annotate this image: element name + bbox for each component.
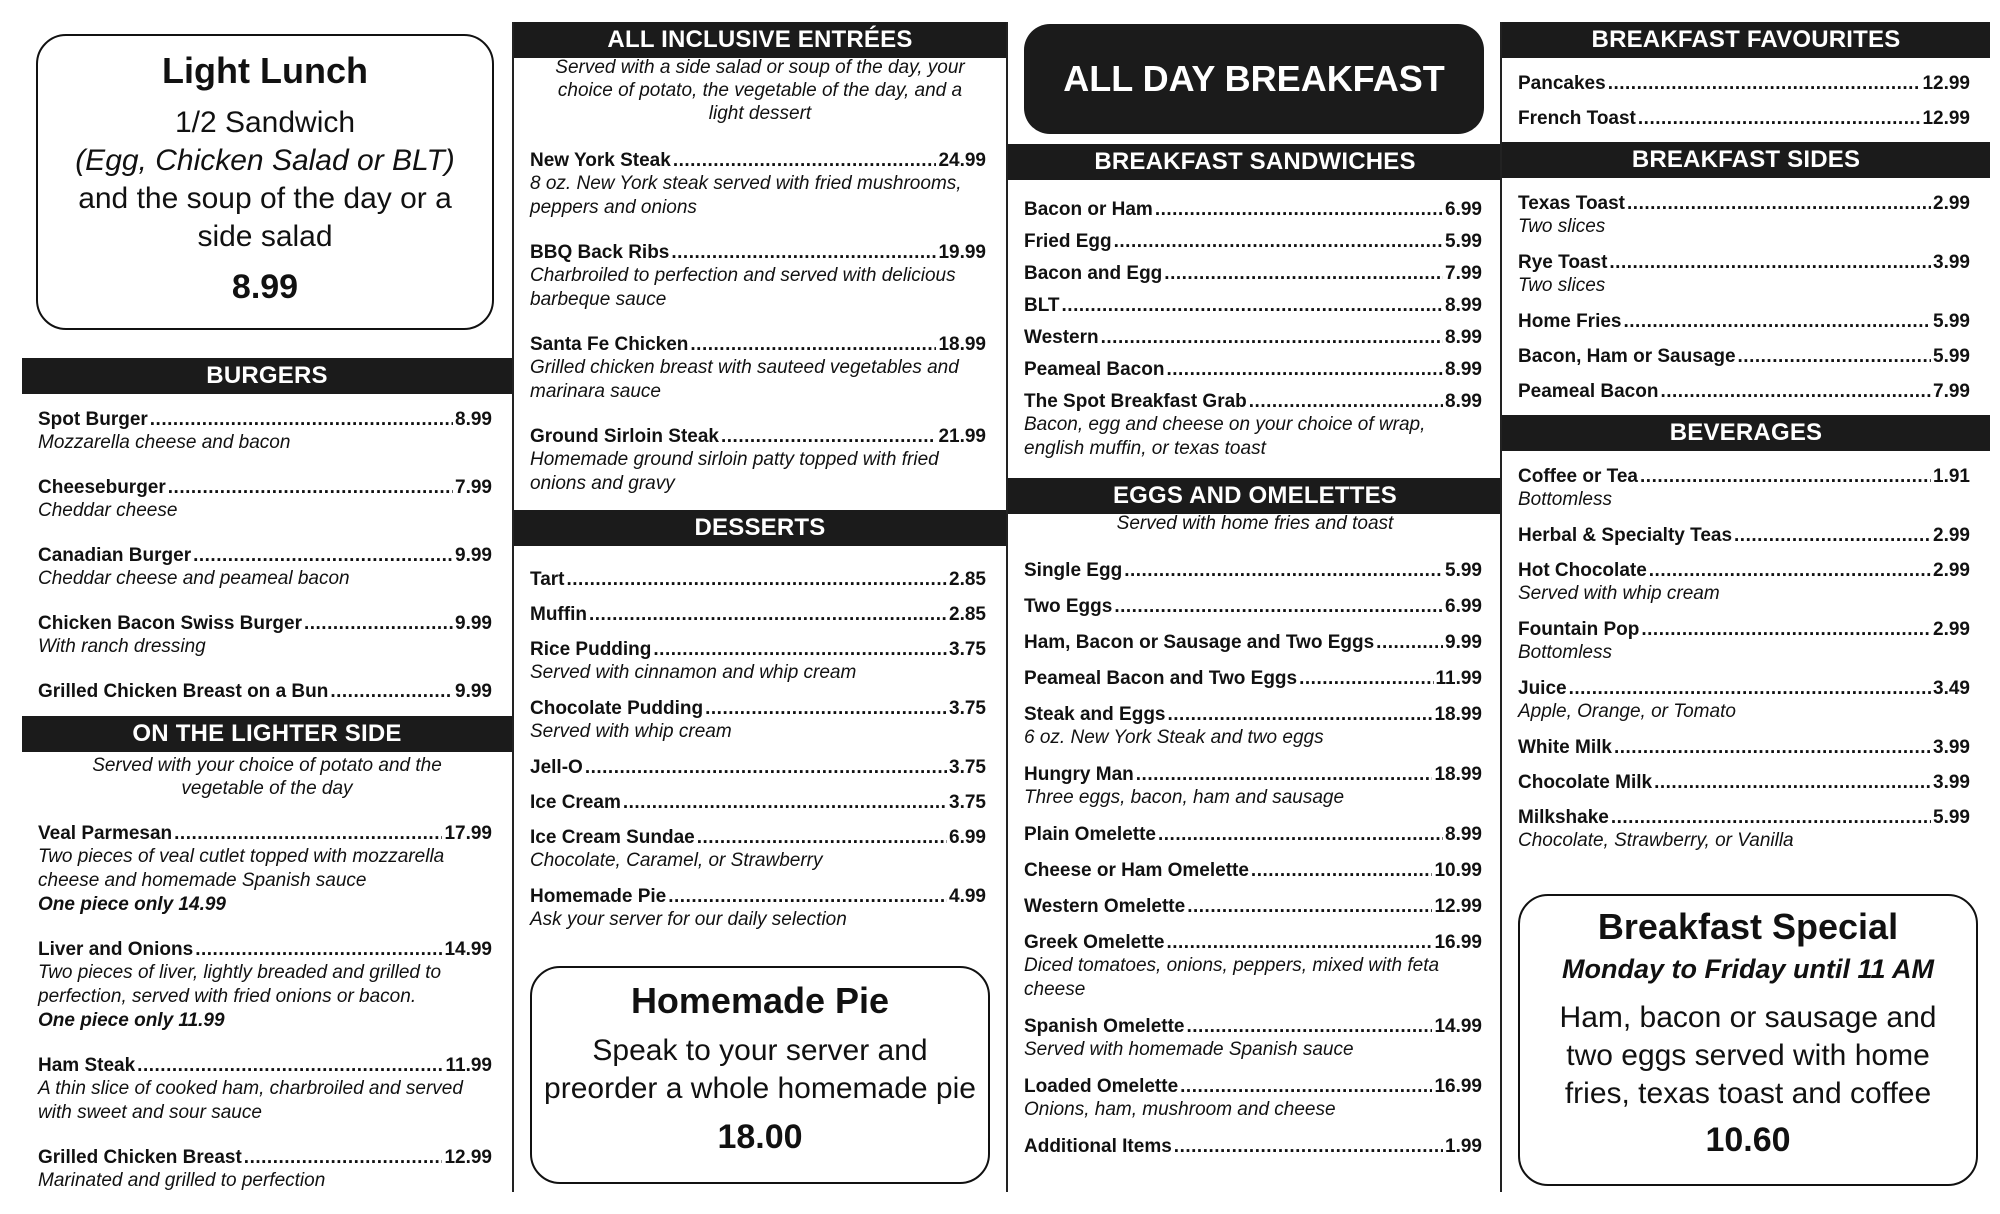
column-3 bbox=[1006, 22, 1500, 1192]
item-desc: Cheddar cheese bbox=[38, 500, 178, 521]
menu-item bbox=[514, 826, 1006, 873]
item-desc: Two pieces of veal cutlet topped with mozzarella bbox=[38, 846, 445, 867]
item-desc: Three eggs, bacon, ham and sausage bbox=[1024, 787, 1345, 808]
menu-item bbox=[1502, 251, 1990, 298]
menu-item bbox=[1502, 107, 1990, 130]
breakfast-special-title: Breakfast Special bbox=[1597, 906, 1899, 947]
item-name: Jell-O bbox=[530, 757, 583, 778]
item-price: 12.99 bbox=[444, 1147, 492, 1168]
menu-item bbox=[1502, 380, 1990, 403]
item-price: 3.99 bbox=[1933, 252, 1970, 273]
item-price: 12.99 bbox=[1922, 73, 1970, 94]
menu-item bbox=[1008, 931, 1502, 1002]
item-desc: Chocolate, Caramel, or Strawberry bbox=[530, 850, 823, 871]
item-name: Two Eggs bbox=[1024, 596, 1113, 617]
light-lunch-box bbox=[36, 34, 494, 330]
item-name: Hot Chocolate bbox=[1518, 560, 1647, 581]
menu-item bbox=[1502, 806, 1990, 853]
burgers-section bbox=[22, 358, 512, 724]
item-name: Home Fries bbox=[1518, 311, 1622, 332]
item-name: Loaded Omelette bbox=[1024, 1076, 1179, 1097]
item-desc: Served with homemade Spanish sauce bbox=[1024, 1039, 1354, 1060]
menu-item bbox=[1502, 310, 1990, 333]
item-name: Ham Steak bbox=[38, 1055, 136, 1076]
item-desc: Homemade ground sirloin patty topped with fried bbox=[530, 449, 939, 470]
light-lunch-line: and the soup of the day or a bbox=[78, 182, 452, 215]
item-price: 19.99 bbox=[938, 242, 986, 263]
item-price: 5.99 bbox=[1445, 231, 1482, 252]
homemade-pie-box bbox=[530, 966, 990, 1184]
item-name: Ground Sirloin Steak bbox=[530, 426, 719, 447]
item-price: 1.99 bbox=[1445, 1136, 1482, 1157]
item-desc: Apple, Orange, or Tomato bbox=[1518, 701, 1736, 722]
item-price: 9.99 bbox=[1445, 632, 1482, 653]
item-price: 9.99 bbox=[455, 613, 492, 634]
breakfast-special-line: fries, texas toast and coffee bbox=[1564, 1077, 1932, 1110]
item-price: 17.99 bbox=[444, 823, 492, 844]
lighter-side-header: ON THE LIGHTER SIDE bbox=[22, 716, 512, 752]
homemade-pie-line: Speak to your server and bbox=[592, 1034, 928, 1067]
item-name: Coffee or Tea bbox=[1518, 466, 1639, 487]
item-desc: cheese bbox=[1024, 979, 1086, 1000]
item-price: 18.99 bbox=[938, 334, 986, 355]
menu-item bbox=[1502, 677, 1990, 724]
item-name: Canadian Burger bbox=[38, 545, 192, 566]
menu-item bbox=[1008, 198, 1502, 221]
favourites-header: BREAKFAST FAVOURITES bbox=[1502, 22, 1990, 58]
breakfast-special-box bbox=[1518, 894, 1978, 1186]
eggs-header: EGGS AND OMELETTES bbox=[1008, 478, 1502, 514]
item-note: One piece only 14.99 bbox=[38, 894, 226, 915]
item-name: Plain Omelette bbox=[1024, 824, 1156, 845]
menu-item bbox=[514, 425, 1006, 496]
homemade-pie-line: preorder a whole homemade pie bbox=[544, 1072, 976, 1105]
item-price: 5.99 bbox=[1445, 560, 1482, 581]
item-price: 2.99 bbox=[1933, 619, 1970, 640]
item-price: 16.99 bbox=[1434, 1076, 1482, 1097]
item-price: 4.99 bbox=[949, 886, 986, 907]
light-lunch-line: 1/2 Sandwich bbox=[174, 106, 356, 139]
menu-item bbox=[22, 408, 512, 455]
menu-item bbox=[514, 568, 1006, 591]
item-price: 11.99 bbox=[445, 1055, 492, 1076]
item-price: 18.99 bbox=[1434, 704, 1482, 725]
column-4 bbox=[1500, 22, 1990, 1192]
beverages-header: BEVERAGES bbox=[1502, 415, 1990, 451]
item-name: Single Egg bbox=[1024, 560, 1123, 581]
item-price: 8.99 bbox=[1445, 327, 1482, 348]
item-name: Juice bbox=[1518, 678, 1567, 699]
menu-item bbox=[514, 638, 1006, 685]
item-price: 3.75 bbox=[949, 792, 986, 813]
item-name: Muffin bbox=[530, 604, 587, 625]
menu-item bbox=[514, 791, 1006, 814]
menu-item bbox=[22, 1054, 512, 1125]
item-desc: Charbroiled to perfection and served with delicious bbox=[530, 265, 956, 286]
lighter-side-subtitle: vegetable of the day bbox=[181, 778, 353, 799]
item-desc: Two pieces of liver, lightly breaded and grilled to bbox=[38, 962, 442, 983]
menu-item bbox=[1008, 703, 1502, 750]
item-price: 9.99 bbox=[455, 545, 492, 566]
light-lunch-line: (Egg, Chicken Salad or BLT) bbox=[75, 144, 455, 177]
light-lunch-price: 8.99 bbox=[231, 268, 299, 306]
menu-item bbox=[22, 544, 512, 591]
menu-item bbox=[514, 603, 1006, 626]
menu-item bbox=[1008, 895, 1502, 918]
item-desc: Ask your server for our daily selection bbox=[530, 909, 847, 930]
menu-item bbox=[1008, 1075, 1502, 1122]
breakfast-special-line: two eggs served with home bbox=[1566, 1039, 1930, 1072]
item-name: Bacon, Ham or Sausage bbox=[1518, 346, 1736, 367]
menu-item bbox=[1008, 823, 1502, 846]
item-price: 8.99 bbox=[1445, 295, 1482, 316]
item-desc: with sweet and sour sauce bbox=[38, 1102, 262, 1123]
item-name: Peameal Bacon bbox=[1024, 359, 1165, 380]
homemade-pie-title: Homemade Pie bbox=[630, 980, 890, 1021]
item-desc: Two slices bbox=[1518, 216, 1606, 237]
item-desc: Served with whip cream bbox=[1518, 583, 1720, 604]
desserts-header: DESSERTS bbox=[514, 510, 1006, 546]
menu-item bbox=[1008, 1135, 1502, 1158]
item-price: 21.99 bbox=[938, 426, 986, 447]
item-name: Texas Toast bbox=[1518, 193, 1626, 214]
item-name: Chicken Bacon Swiss Burger bbox=[38, 613, 302, 634]
item-price: 16.99 bbox=[1434, 932, 1482, 953]
light-lunch-line: side salad bbox=[197, 220, 333, 253]
menu-item bbox=[514, 756, 1006, 779]
item-price: 11.99 bbox=[1435, 668, 1482, 689]
item-price: 9.99 bbox=[455, 681, 492, 702]
menu-item bbox=[1008, 262, 1502, 285]
menu-item bbox=[1008, 559, 1502, 582]
item-desc: 8 oz. New York steak served with fried mushrooms, bbox=[530, 173, 962, 194]
item-name: Hungry Man bbox=[1024, 764, 1134, 785]
entrees-header: ALL INCLUSIVE ENTRÉES bbox=[514, 22, 1006, 58]
eggs-subtitle: Served with home fries and toast bbox=[1116, 513, 1394, 534]
item-price: 3.49 bbox=[1933, 678, 1970, 699]
item-name: Rye Toast bbox=[1518, 252, 1608, 273]
item-desc: Diced tomatoes, onions, peppers, mixed with feta bbox=[1024, 955, 1440, 976]
column-2 bbox=[512, 22, 1006, 1192]
menu-item bbox=[1502, 465, 1990, 512]
item-price: 5.99 bbox=[1933, 311, 1970, 332]
menu-item bbox=[514, 241, 1006, 312]
item-name: Liver and Onions bbox=[38, 939, 194, 960]
menu-item bbox=[514, 333, 1006, 404]
item-desc: Served with cinnamon and whip cream bbox=[530, 662, 857, 683]
item-price: 6.99 bbox=[949, 827, 986, 848]
item-price: 2.99 bbox=[1933, 525, 1970, 546]
item-desc: english muffin, or texas toast bbox=[1024, 438, 1266, 459]
item-desc: With ranch dressing bbox=[38, 636, 206, 657]
item-price: 3.99 bbox=[1933, 737, 1970, 758]
item-price: 2.85 bbox=[949, 569, 986, 590]
menu-item bbox=[514, 149, 1006, 220]
item-desc: Onions, ham, mushroom and cheese bbox=[1024, 1099, 1336, 1120]
menu-item bbox=[1502, 559, 1990, 606]
entrees-subtitle: choice of potato, the vegetable of the day, and a bbox=[557, 80, 963, 101]
column-1 bbox=[22, 22, 512, 1192]
item-price: 5.99 bbox=[1933, 346, 1970, 367]
item-name: Cheese or Ham Omelette bbox=[1024, 860, 1249, 881]
item-desc: Grilled chicken breast with sauteed vegetables and bbox=[530, 357, 959, 378]
item-price: 3.75 bbox=[949, 639, 986, 660]
item-desc: Bottomless bbox=[1518, 642, 1612, 663]
item-price: 2.85 bbox=[949, 604, 986, 625]
item-price: 2.99 bbox=[1933, 560, 1970, 581]
item-name: BBQ Back Ribs bbox=[530, 242, 670, 263]
menu-item bbox=[22, 938, 512, 1033]
item-name: Additional Items bbox=[1024, 1136, 1172, 1157]
menu-item bbox=[1502, 72, 1990, 95]
menu-item bbox=[22, 822, 512, 917]
item-name: White Milk bbox=[1518, 737, 1612, 758]
lighter-side-subtitle: Served with your choice of potato and the bbox=[92, 755, 442, 776]
item-note: One piece only 11.99 bbox=[38, 1010, 225, 1031]
item-name: Veal Parmesan bbox=[38, 823, 173, 844]
item-desc: cheese and homemade Spanish sauce bbox=[38, 870, 367, 891]
item-price: 1.91 bbox=[1933, 466, 1970, 487]
all-day-breakfast-banner: ALL DAY BREAKFAST bbox=[1024, 24, 1484, 134]
item-name: Chocolate Pudding bbox=[530, 698, 704, 719]
item-price: 3.75 bbox=[949, 698, 986, 719]
menu-item bbox=[1008, 631, 1502, 654]
item-price: 14.99 bbox=[444, 939, 492, 960]
eggs-section bbox=[1008, 478, 1502, 1171]
item-desc: Cheddar cheese and peameal bacon bbox=[38, 568, 350, 589]
item-name: Rice Pudding bbox=[530, 639, 652, 660]
item-name: Homemade Pie bbox=[530, 886, 667, 907]
menu-item bbox=[1502, 192, 1990, 239]
item-price: 3.99 bbox=[1933, 772, 1970, 793]
breakfast-sandwiches-section bbox=[1008, 144, 1502, 470]
item-name: Ham, Bacon or Sausage and Two Eggs bbox=[1024, 632, 1375, 653]
menu-item bbox=[1008, 667, 1502, 690]
item-name: Santa Fe Chicken bbox=[530, 334, 689, 355]
item-desc: 6 oz. New York Steak and two eggs bbox=[1024, 727, 1324, 748]
item-desc: Marinated and grilled to perfection bbox=[38, 1170, 326, 1191]
item-price: 7.99 bbox=[455, 477, 492, 498]
menu-item bbox=[1502, 771, 1990, 794]
menu-item bbox=[514, 697, 1006, 744]
item-price: 7.99 bbox=[1445, 263, 1482, 284]
entrees-subtitle: light dessert bbox=[708, 103, 812, 124]
item-name: Greek Omelette bbox=[1024, 932, 1165, 953]
item-price: 12.99 bbox=[1434, 896, 1482, 917]
item-name: Ice Cream bbox=[530, 792, 621, 813]
breakfast-sandwiches-header: BREAKFAST SANDWICHES bbox=[1008, 144, 1502, 180]
item-name: Spot Burger bbox=[38, 409, 148, 430]
item-name: Tart bbox=[530, 569, 565, 590]
item-desc: Mozzarella cheese and bacon bbox=[38, 432, 291, 453]
menu-item bbox=[1008, 859, 1502, 882]
light-lunch-title: Light Lunch bbox=[162, 50, 368, 91]
item-name: Bacon or Ham bbox=[1024, 199, 1153, 220]
item-name: Fried Egg bbox=[1024, 231, 1112, 252]
menu-item bbox=[1502, 618, 1990, 665]
homemade-pie-price: 18.00 bbox=[717, 1118, 803, 1156]
item-price: 14.99 bbox=[1434, 1016, 1482, 1037]
item-name: Peameal Bacon and Two Eggs bbox=[1024, 668, 1298, 689]
item-name: Peameal Bacon bbox=[1518, 381, 1659, 402]
item-name: Grilled Chicken Breast bbox=[38, 1147, 242, 1168]
menu-item bbox=[1008, 390, 1502, 461]
item-price: 8.99 bbox=[1445, 359, 1482, 380]
item-name: Chocolate Milk bbox=[1518, 772, 1653, 793]
menu-item bbox=[1008, 326, 1502, 349]
item-name: Steak and Eggs bbox=[1024, 704, 1166, 725]
item-price: 5.99 bbox=[1933, 807, 1970, 828]
item-desc: marinara sauce bbox=[530, 381, 661, 402]
item-name: Western Omelette bbox=[1024, 896, 1186, 917]
menu-item bbox=[1008, 294, 1502, 317]
menu-item bbox=[22, 612, 512, 659]
item-name: Pancakes bbox=[1518, 73, 1606, 94]
breakfast-special-price: 10.60 bbox=[1705, 1121, 1791, 1159]
item-price: 8.99 bbox=[455, 409, 492, 430]
item-name: New York Steak bbox=[530, 150, 671, 171]
item-desc: onions and gravy bbox=[530, 473, 675, 494]
item-desc: Chocolate, Strawberry, or Vanilla bbox=[1518, 830, 1794, 851]
item-desc: Served with whip cream bbox=[530, 721, 732, 742]
item-name: The Spot Breakfast Grab bbox=[1024, 391, 1247, 412]
item-desc: Two slices bbox=[1518, 275, 1606, 296]
item-price: 8.99 bbox=[1445, 391, 1482, 412]
item-name: Cheeseburger bbox=[38, 477, 166, 498]
item-desc: Bottomless bbox=[1518, 489, 1612, 510]
item-price: 8.99 bbox=[1445, 824, 1482, 845]
burgers-header: BURGERS bbox=[22, 358, 512, 394]
item-desc: Bacon, egg and cheese on your choice of wrap, bbox=[1024, 414, 1426, 435]
menu-item bbox=[22, 1146, 512, 1193]
menu-item bbox=[1502, 345, 1990, 368]
breakfast-special-subtitle: Monday to Friday until 11 AM bbox=[1561, 954, 1934, 984]
item-price: 2.99 bbox=[1933, 193, 1970, 214]
item-desc: peppers and onions bbox=[530, 197, 697, 218]
item-price: 6.99 bbox=[1445, 596, 1482, 617]
item-name: Grilled Chicken Breast on a Bun bbox=[38, 681, 329, 702]
lighter-side-section bbox=[22, 716, 512, 1214]
item-name: Fountain Pop bbox=[1518, 619, 1640, 640]
item-name: Spanish Omelette bbox=[1024, 1016, 1185, 1037]
item-desc: perfection, served with fried onions or bacon. bbox=[38, 986, 417, 1007]
item-price: 18.99 bbox=[1434, 764, 1482, 785]
item-price: 6.99 bbox=[1445, 199, 1482, 220]
menu-item bbox=[1008, 763, 1502, 810]
item-name: BLT bbox=[1024, 295, 1060, 316]
menu-item bbox=[1502, 736, 1990, 759]
menu-item bbox=[22, 680, 512, 703]
menu-item bbox=[1008, 595, 1502, 618]
item-desc: barbeque sauce bbox=[530, 289, 667, 310]
item-name: Ice Cream Sundae bbox=[530, 827, 695, 848]
entrees-subtitle: Served with a side salad or soup of the day, your bbox=[555, 57, 965, 78]
item-price: 7.99 bbox=[1933, 381, 1970, 402]
menu-item bbox=[1008, 358, 1502, 381]
sides-header: BREAKFAST SIDES bbox=[1502, 142, 1990, 178]
item-price: 10.99 bbox=[1434, 860, 1482, 881]
menu-item bbox=[1008, 1015, 1502, 1062]
breakfast-special-line: Ham, bacon or sausage and bbox=[1559, 1001, 1937, 1034]
menu-item bbox=[22, 476, 512, 523]
menu-item bbox=[514, 885, 1006, 932]
item-name: Western bbox=[1024, 327, 1099, 348]
item-desc: A thin slice of cooked ham, charbroiled and served bbox=[38, 1078, 463, 1099]
item-price: 12.99 bbox=[1922, 108, 1970, 129]
item-price: 24.99 bbox=[938, 150, 986, 171]
item-name: Herbal & Specialty Teas bbox=[1518, 525, 1733, 546]
item-name: French Toast bbox=[1518, 108, 1636, 129]
menu-item bbox=[1008, 230, 1502, 253]
menu-item bbox=[1502, 524, 1990, 547]
item-name: Bacon and Egg bbox=[1024, 263, 1163, 284]
item-price: 3.75 bbox=[949, 757, 986, 778]
item-name: Milkshake bbox=[1518, 807, 1609, 828]
